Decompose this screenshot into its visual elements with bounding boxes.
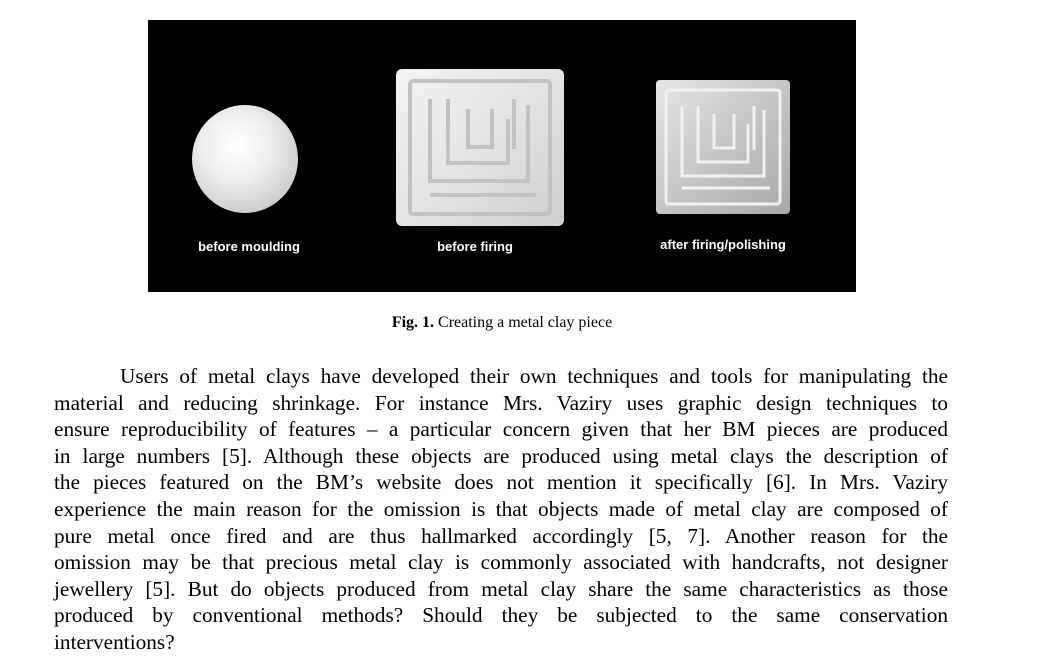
clay-tile-before-firing xyxy=(396,69,564,226)
calligraphy-relief-icon xyxy=(396,69,564,226)
paragraph-line: in large numbers [5]. Although these objects are produced using metal clays the description of xyxy=(54,443,948,468)
paragraph-line: ensure reproducibility of features – a particular concern given that her BM pieces are produced xyxy=(54,417,948,442)
panel-label-after-firing: after firing/polishing xyxy=(660,237,786,252)
paragraph-line: jewellery [5]. But do objects produced from metal clay share the same characteristics as those xyxy=(54,576,948,601)
paragraph-line: interventions? xyxy=(54,629,175,654)
panel-label-before-firing: before firing xyxy=(437,239,513,254)
figure-caption xyxy=(148,314,856,332)
body-paragraph xyxy=(54,363,948,656)
paragraph-line: the pieces featured on the BM’s website does not mention it specifically [6]. In Mrs. Vaziry xyxy=(54,470,948,495)
paragraph-line: omission may be that precious metal clay is commonly associated with handcrafts, not designer xyxy=(54,550,948,575)
figure-caption-text: Creating a metal clay piece xyxy=(438,314,613,331)
paragraph-line: experience the main reason for the omission is that objects made of metal clay are composed of xyxy=(54,496,948,521)
figure-number: Fig. 1. xyxy=(391,314,435,331)
paragraph-line: pure metal once fired and are thus hallmarked accordingly [5, 7]. Another reason for the xyxy=(54,523,948,548)
paragraph-line: produced by conventional methods? Should they be subjected to the same conservation xyxy=(54,603,948,628)
paragraph-line: Users of metal clays have developed their own techniques and tools for manipulating the xyxy=(120,364,948,388)
calligraphy-relief-icon xyxy=(656,80,790,214)
panel-label-before-moulding: before moulding xyxy=(198,239,300,254)
paragraph-line: material and reducing shrinkage. For instance Mrs. Vaziry uses graphic design techniques to xyxy=(54,390,948,415)
clay-disc-before-moulding xyxy=(192,105,298,213)
metal-tile-after-firing xyxy=(656,80,790,214)
